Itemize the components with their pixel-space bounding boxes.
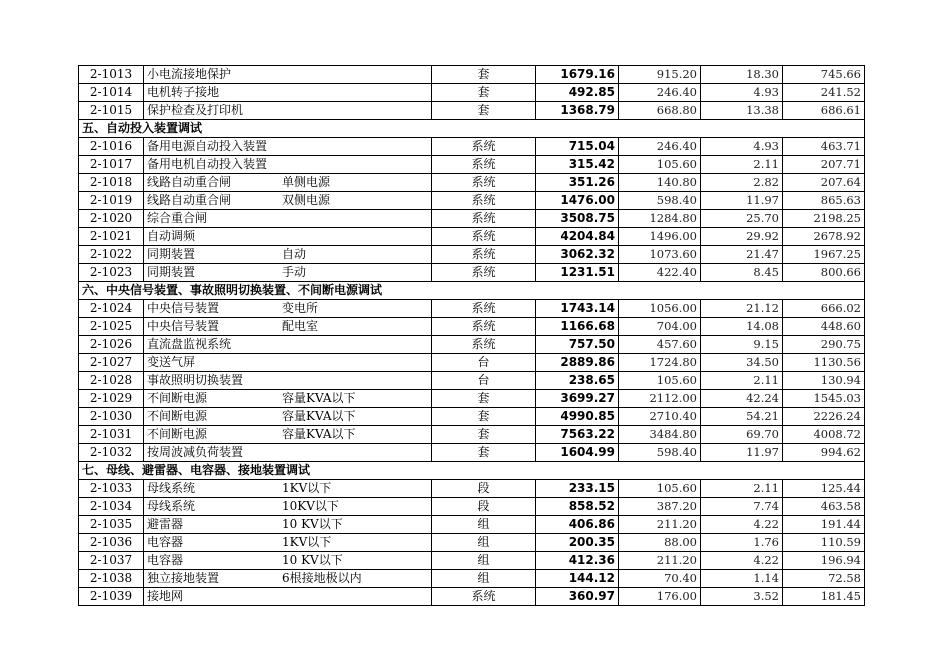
item-name-cell[interactable] — [144, 570, 432, 588]
machine-cost-cell[interactable]: 191.44 — [783, 516, 865, 534]
table-row — [79, 228, 865, 246]
base-price-cell[interactable]: 3508.75 — [536, 210, 619, 228]
machine-cost-cell[interactable]: 1545.03 — [783, 390, 865, 408]
item-name: 母线系统 — [147, 481, 196, 495]
item-spec: 10KV以下 — [282, 499, 339, 513]
base-price-cell[interactable]: 406.86 — [536, 516, 619, 534]
machine-cost-cell[interactable]: 865.63 — [783, 192, 865, 210]
base-price-cell[interactable]: 757.50 — [536, 336, 619, 354]
base-price-cell[interactable]: 2889.86 — [536, 354, 619, 372]
material-cost-cell[interactable]: 69.70 — [701, 426, 783, 444]
table-row — [79, 138, 865, 156]
item-code-cell[interactable]: 2-1032 — [79, 444, 144, 462]
unit-cell[interactable]: 套 — [432, 426, 536, 444]
item-name-cell[interactable] — [144, 318, 432, 336]
base-price-cell[interactable]: 1743.14 — [536, 300, 619, 318]
machine-cost-cell[interactable]: 2198.25 — [783, 210, 865, 228]
rate-table-body — [79, 66, 865, 606]
base-price-cell[interactable]: 233.15 — [536, 480, 619, 498]
item-name: 综合重合闸 — [147, 211, 208, 225]
base-price-cell[interactable]: 4990.85 — [536, 408, 619, 426]
machine-cost-cell[interactable]: 207.64 — [783, 174, 865, 192]
base-price-cell[interactable]: 200.35 — [536, 534, 619, 552]
section-header-row — [79, 462, 865, 480]
material-cost-cell[interactable]: 29.92 — [701, 228, 783, 246]
base-price-cell[interactable]: 412.36 — [536, 552, 619, 570]
item-name: 备用电源自动投入装置 — [147, 139, 268, 153]
material-cost-cell[interactable]: 21.12 — [701, 300, 783, 318]
item-name-cell[interactable] — [144, 426, 432, 444]
unit-cell[interactable]: 系统 — [432, 300, 536, 318]
machine-cost-cell[interactable]: 448.60 — [783, 318, 865, 336]
machine-cost-cell[interactable]: 4008.72 — [783, 426, 865, 444]
table-row — [79, 426, 865, 444]
machine-cost-cell[interactable]: 125.44 — [783, 480, 865, 498]
table-row — [79, 516, 865, 534]
labor-cost-cell[interactable]: 211.20 — [619, 516, 701, 534]
item-spec: 手动 — [282, 265, 307, 279]
labor-cost-cell[interactable]: 211.20 — [619, 552, 701, 570]
material-cost-cell[interactable]: 4.22 — [701, 516, 783, 534]
item-spec: 容量KVA以下 — [282, 409, 356, 423]
labor-cost-cell[interactable]: 457.60 — [619, 336, 701, 354]
base-price-cell[interactable]: 1231.51 — [536, 264, 619, 282]
item-code-cell[interactable]: 2-1022 — [79, 246, 144, 264]
item-name-cell[interactable] — [144, 210, 432, 228]
machine-cost-cell[interactable]: 1130.56 — [783, 354, 865, 372]
base-price-cell[interactable]: 7563.22 — [536, 426, 619, 444]
item-name-cell[interactable] — [144, 390, 432, 408]
unit-cell[interactable]: 段 — [432, 480, 536, 498]
item-name: 不间断电源 — [147, 391, 208, 405]
table-row — [79, 570, 865, 588]
material-cost-cell[interactable]: 4.93 — [701, 84, 783, 102]
item-spec: 1KV以下 — [282, 481, 332, 495]
labor-cost-cell[interactable]: 105.60 — [619, 372, 701, 390]
item-spec: 6根接地极以内 — [282, 571, 362, 585]
item-code-cell[interactable]: 2-1039 — [79, 588, 144, 606]
item-name: 接地网 — [147, 589, 184, 603]
material-cost-cell[interactable]: 4.22 — [701, 552, 783, 570]
unit-cell[interactable]: 系统 — [432, 138, 536, 156]
material-cost-cell[interactable]: 34.50 — [701, 354, 783, 372]
item-name: 事故照明切换装置 — [147, 373, 244, 387]
item-name-cell[interactable] — [144, 264, 432, 282]
unit-cell[interactable]: 系统 — [432, 246, 536, 264]
item-name: 不间断电源 — [147, 427, 208, 441]
section-title[interactable]: 六、中央信号装置、事故照明切换装置、不间断电源调试 — [79, 282, 865, 300]
item-spec: 配电室 — [282, 319, 319, 333]
material-cost-cell[interactable]: 14.08 — [701, 318, 783, 336]
table-row — [79, 156, 865, 174]
rate-table — [78, 65, 865, 606]
base-price-cell[interactable]: 238.65 — [536, 372, 619, 390]
machine-cost-cell[interactable]: 463.58 — [783, 498, 865, 516]
item-name-cell[interactable] — [144, 192, 432, 210]
item-code-cell[interactable]: 2-1036 — [79, 534, 144, 552]
table-row — [79, 354, 865, 372]
item-name-cell[interactable] — [144, 228, 432, 246]
item-name: 自动调频 — [147, 229, 196, 243]
item-code-cell[interactable]: 2-1031 — [79, 426, 144, 444]
item-name: 变送气屏 — [147, 355, 196, 369]
item-spec: 双侧电源 — [282, 193, 331, 207]
machine-cost-cell[interactable]: 196.94 — [783, 552, 865, 570]
base-price-cell[interactable]: 1679.16 — [536, 66, 619, 84]
unit-cell[interactable]: 组 — [432, 516, 536, 534]
item-name-cell[interactable] — [144, 444, 432, 462]
material-cost-cell[interactable]: 1.76 — [701, 534, 783, 552]
item-name: 线路自动重合闸 — [147, 193, 232, 207]
table-row — [79, 210, 865, 228]
machine-cost-cell[interactable]: 72.58 — [783, 570, 865, 588]
table-row — [79, 552, 865, 570]
item-code-cell[interactable]: 2-1035 — [79, 516, 144, 534]
base-price-cell[interactable]: 715.04 — [536, 138, 619, 156]
item-spec: 1KV以下 — [282, 535, 332, 549]
item-code-cell[interactable]: 2-1014 — [79, 84, 144, 102]
item-spec: 自动 — [282, 247, 307, 261]
item-name: 独立接地装置 — [147, 571, 220, 585]
item-name-cell[interactable] — [144, 516, 432, 534]
item-name-cell[interactable] — [144, 534, 432, 552]
labor-cost-cell[interactable]: 2710.40 — [619, 408, 701, 426]
table-row — [79, 408, 865, 426]
unit-cell[interactable]: 组 — [432, 534, 536, 552]
item-name: 电机转子接地 — [147, 85, 220, 99]
labor-cost-cell[interactable]: 1496.00 — [619, 228, 701, 246]
item-name-cell[interactable] — [144, 102, 432, 120]
section-title[interactable]: 七、母线、避雷器、电容器、接地装置调试 — [79, 462, 865, 480]
machine-cost-cell[interactable]: 2226.24 — [783, 408, 865, 426]
labor-cost-cell[interactable]: 422.40 — [619, 264, 701, 282]
unit-cell[interactable]: 套 — [432, 408, 536, 426]
base-price-cell[interactable]: 144.12 — [536, 570, 619, 588]
table-row — [79, 480, 865, 498]
labor-cost-cell[interactable]: 1073.60 — [619, 246, 701, 264]
material-cost-cell[interactable]: 7.74 — [701, 498, 783, 516]
item-spec: 10 KV以下 — [282, 553, 343, 567]
item-name-cell[interactable] — [144, 480, 432, 498]
labor-cost-cell[interactable]: 70.40 — [619, 570, 701, 588]
item-code-cell[interactable]: 2-1038 — [79, 570, 144, 588]
material-cost-cell[interactable]: 2.11 — [701, 480, 783, 498]
labor-cost-cell[interactable]: 1724.80 — [619, 354, 701, 372]
unit-cell[interactable]: 套 — [432, 444, 536, 462]
item-name-cell[interactable] — [144, 498, 432, 516]
item-name: 电容器 — [147, 553, 184, 567]
table-row — [79, 192, 865, 210]
base-price-cell[interactable]: 858.52 — [536, 498, 619, 516]
table-row — [79, 444, 865, 462]
item-name-cell[interactable] — [144, 138, 432, 156]
unit-cell[interactable]: 系统 — [432, 210, 536, 228]
table-row — [79, 66, 865, 84]
item-name: 直流盘监视系统 — [147, 337, 232, 351]
item-name: 中央信号装置 — [147, 319, 220, 333]
material-cost-cell[interactable]: 18.30 — [701, 66, 783, 84]
unit-cell[interactable]: 套 — [432, 66, 536, 84]
base-price-cell[interactable]: 3699.27 — [536, 390, 619, 408]
item-name-cell[interactable] — [144, 552, 432, 570]
base-price-cell[interactable]: 351.26 — [536, 174, 619, 192]
table-row — [79, 300, 865, 318]
machine-cost-cell[interactable]: 994.62 — [783, 444, 865, 462]
item-name: 同期装置 — [147, 247, 196, 261]
machine-cost-cell[interactable]: 666.02 — [783, 300, 865, 318]
item-code-cell[interactable]: 2-1028 — [79, 372, 144, 390]
machine-cost-cell[interactable]: 2678.92 — [783, 228, 865, 246]
machine-cost-cell[interactable]: 745.66 — [783, 66, 865, 84]
unit-cell[interactable]: 系统 — [432, 228, 536, 246]
table-row — [79, 498, 865, 516]
item-code-cell[interactable]: 2-1018 — [79, 174, 144, 192]
material-cost-cell[interactable]: 25.70 — [701, 210, 783, 228]
item-code-cell[interactable]: 2-1033 — [79, 480, 144, 498]
labor-cost-cell[interactable]: 2112.00 — [619, 390, 701, 408]
labor-cost-cell[interactable]: 246.40 — [619, 84, 701, 102]
unit-cell[interactable]: 系统 — [432, 192, 536, 210]
material-cost-cell[interactable]: 21.47 — [701, 246, 783, 264]
table-row — [79, 102, 865, 120]
section-title[interactable]: 五、自动投入装置调试 — [79, 120, 865, 138]
item-name: 线路自动重合闸 — [147, 175, 232, 189]
machine-cost-cell[interactable]: 800.66 — [783, 264, 865, 282]
machine-cost-cell[interactable]: 181.45 — [783, 588, 865, 606]
item-name: 备用电机自动投入装置 — [147, 157, 268, 171]
material-cost-cell[interactable]: 1.14 — [701, 570, 783, 588]
material-cost-cell[interactable]: 13.38 — [701, 102, 783, 120]
machine-cost-cell[interactable]: 241.52 — [783, 84, 865, 102]
machine-cost-cell[interactable]: 686.61 — [783, 102, 865, 120]
base-price-cell[interactable]: 360.97 — [536, 588, 619, 606]
item-code-cell[interactable]: 2-1029 — [79, 390, 144, 408]
item-code-cell[interactable]: 2-1026 — [79, 336, 144, 354]
machine-cost-cell[interactable]: 110.59 — [783, 534, 865, 552]
item-spec: 10 KV以下 — [282, 517, 343, 531]
table-row — [79, 534, 865, 552]
item-name-cell[interactable] — [144, 354, 432, 372]
labor-cost-cell[interactable]: 246.40 — [619, 138, 701, 156]
item-code-cell[interactable]: 2-1037 — [79, 552, 144, 570]
material-cost-cell[interactable]: 9.15 — [701, 336, 783, 354]
material-cost-cell[interactable]: 2.82 — [701, 174, 783, 192]
material-cost-cell[interactable]: 54.21 — [701, 408, 783, 426]
item-name-cell[interactable] — [144, 156, 432, 174]
item-code-cell[interactable]: 2-1019 — [79, 192, 144, 210]
item-name: 电容器 — [147, 535, 184, 549]
item-code-cell[interactable]: 2-1024 — [79, 300, 144, 318]
item-code-cell[interactable]: 2-1017 — [79, 156, 144, 174]
item-name-cell[interactable] — [144, 408, 432, 426]
section-header-row — [79, 282, 865, 300]
machine-cost-cell[interactable]: 290.75 — [783, 336, 865, 354]
base-price-cell[interactable]: 1368.79 — [536, 102, 619, 120]
table-row — [79, 84, 865, 102]
item-name-cell[interactable] — [144, 336, 432, 354]
table-row — [79, 174, 865, 192]
unit-cell[interactable]: 组 — [432, 570, 536, 588]
labor-cost-cell[interactable]: 387.20 — [619, 498, 701, 516]
item-name: 中央信号装置 — [147, 301, 220, 315]
item-name: 母线系统 — [147, 499, 196, 513]
item-name-cell[interactable] — [144, 246, 432, 264]
table-row — [79, 336, 865, 354]
base-price-cell[interactable]: 1604.99 — [536, 444, 619, 462]
unit-cell[interactable]: 系统 — [432, 336, 536, 354]
item-name: 不间断电源 — [147, 409, 208, 423]
material-cost-cell[interactable]: 11.97 — [701, 192, 783, 210]
unit-cell[interactable]: 套 — [432, 84, 536, 102]
labor-cost-cell[interactable]: 3484.80 — [619, 426, 701, 444]
unit-cell[interactable]: 系统 — [432, 264, 536, 282]
labor-cost-cell[interactable]: 176.00 — [619, 588, 701, 606]
table-row — [79, 246, 865, 264]
base-price-cell[interactable]: 3062.32 — [536, 246, 619, 264]
item-code-cell[interactable]: 2-1013 — [79, 66, 144, 84]
base-price-cell[interactable]: 4204.84 — [536, 228, 619, 246]
material-cost-cell[interactable]: 11.97 — [701, 444, 783, 462]
item-spec: 容量KVA以下 — [282, 427, 356, 441]
material-cost-cell[interactable]: 42.24 — [701, 390, 783, 408]
unit-cell[interactable]: 台 — [432, 354, 536, 372]
item-name: 同期装置 — [147, 265, 196, 279]
labor-cost-cell[interactable]: 598.40 — [619, 192, 701, 210]
item-name-cell[interactable] — [144, 66, 432, 84]
machine-cost-cell[interactable]: 463.71 — [783, 138, 865, 156]
item-code-cell[interactable]: 2-1034 — [79, 498, 144, 516]
unit-cell[interactable]: 组 — [432, 552, 536, 570]
item-name-cell[interactable] — [144, 372, 432, 390]
labor-cost-cell[interactable]: 88.00 — [619, 534, 701, 552]
material-cost-cell[interactable]: 2.11 — [701, 372, 783, 390]
item-code-cell[interactable]: 2-1020 — [79, 210, 144, 228]
base-price-cell[interactable]: 1166.68 — [536, 318, 619, 336]
base-price-cell[interactable]: 1476.00 — [536, 192, 619, 210]
item-name: 小电流接地保护 — [147, 67, 232, 81]
unit-cell[interactable]: 台 — [432, 372, 536, 390]
section-header-row — [79, 120, 865, 138]
table-row — [79, 372, 865, 390]
item-name-cell[interactable] — [144, 588, 432, 606]
item-code-cell[interactable]: 2-1016 — [79, 138, 144, 156]
item-name: 保护检查及打印机 — [147, 103, 244, 117]
item-spec: 单侧电源 — [282, 175, 331, 189]
item-code-cell[interactable]: 2-1023 — [79, 264, 144, 282]
labor-cost-cell[interactable]: 668.80 — [619, 102, 701, 120]
table-row — [79, 390, 865, 408]
unit-cell[interactable]: 套 — [432, 390, 536, 408]
machine-cost-cell[interactable]: 207.71 — [783, 156, 865, 174]
labor-cost-cell[interactable]: 105.60 — [619, 480, 701, 498]
labor-cost-cell[interactable]: 1056.00 — [619, 300, 701, 318]
item-code-cell[interactable]: 2-1015 — [79, 102, 144, 120]
material-cost-cell[interactable]: 4.93 — [701, 138, 783, 156]
material-cost-cell[interactable]: 3.52 — [701, 588, 783, 606]
table-row — [79, 318, 865, 336]
labor-cost-cell[interactable]: 1284.80 — [619, 210, 701, 228]
material-cost-cell[interactable]: 8.45 — [701, 264, 783, 282]
item-code-cell[interactable]: 2-1025 — [79, 318, 144, 336]
machine-cost-cell[interactable]: 130.94 — [783, 372, 865, 390]
unit-cell[interactable]: 套 — [432, 102, 536, 120]
item-spec: 变电所 — [282, 301, 319, 315]
item-name-cell[interactable] — [144, 174, 432, 192]
table-row — [79, 264, 865, 282]
labor-cost-cell[interactable]: 140.80 — [619, 174, 701, 192]
item-spec: 容量KVA以下 — [282, 391, 356, 405]
item-code-cell[interactable]: 2-1021 — [79, 228, 144, 246]
item-name-cell[interactable] — [144, 84, 432, 102]
unit-cell[interactable]: 系统 — [432, 174, 536, 192]
item-code-cell[interactable]: 2-1030 — [79, 408, 144, 426]
unit-cell[interactable]: 系统 — [432, 588, 536, 606]
labor-cost-cell[interactable]: 105.60 — [619, 156, 701, 174]
labor-cost-cell[interactable]: 704.00 — [619, 318, 701, 336]
item-name: 避雷器 — [147, 517, 184, 531]
machine-cost-cell[interactable]: 1967.25 — [783, 246, 865, 264]
item-name: 按周波减负荷装置 — [147, 445, 244, 459]
labor-cost-cell[interactable]: 915.20 — [619, 66, 701, 84]
base-price-cell[interactable]: 315.42 — [536, 156, 619, 174]
item-name-cell[interactable] — [144, 300, 432, 318]
unit-cell[interactable]: 系统 — [432, 156, 536, 174]
unit-cell[interactable]: 系统 — [432, 318, 536, 336]
base-price-cell[interactable]: 492.85 — [536, 84, 619, 102]
labor-cost-cell[interactable]: 598.40 — [619, 444, 701, 462]
unit-cell[interactable]: 段 — [432, 498, 536, 516]
material-cost-cell[interactable]: 2.11 — [701, 156, 783, 174]
table-row — [79, 588, 865, 606]
item-code-cell[interactable]: 2-1027 — [79, 354, 144, 372]
